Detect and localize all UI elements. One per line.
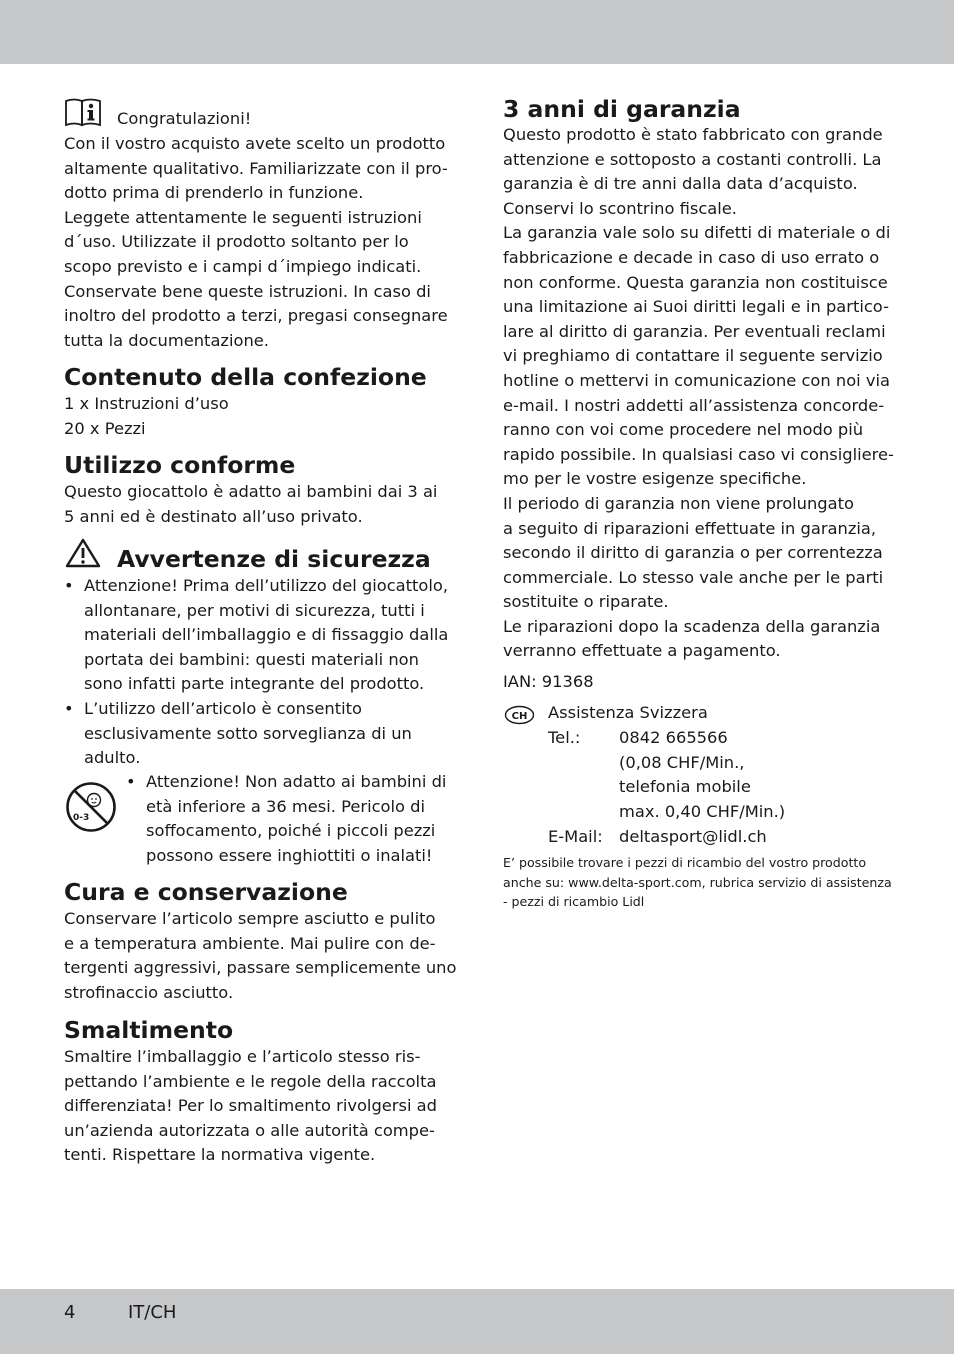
warranty-heading: 3 anni di garanzia xyxy=(503,95,741,123)
warranty-line: Le riparazioni dopo la scadenza della garanzia xyxy=(503,616,881,636)
intro-line: Con il vostro acquisto avete scelto un prodotto xyxy=(64,134,446,153)
warranty-line: e-mail. I nostri addetti all’assistenza concorde- xyxy=(503,395,885,415)
warranty-line: mo per le vostre esigenze specifiche. xyxy=(503,469,807,489)
safety-line: allontanare, per motivi di sicurezza, tutti i xyxy=(84,600,425,620)
safety-line: possono essere inghiottiti o inalati! xyxy=(146,845,433,865)
email-address: deltasport@lidl.ch xyxy=(619,827,767,846)
safety-line: sono infatti parte integrante del prodotto. xyxy=(84,674,425,694)
care-line: Conservare l’articolo sempre asciutto e pulito xyxy=(64,909,436,928)
contents-heading: Contenuto della confezione xyxy=(64,363,427,391)
language-code: IT/CH xyxy=(128,1302,177,1323)
warranty-line: Il periodo di garanzia non viene prolungato xyxy=(503,493,854,513)
safety-bullet-3 xyxy=(126,770,450,868)
warranty-line: Questo prodotto è stato fabbricato con grande xyxy=(503,125,883,144)
ch-badge-text: CH xyxy=(511,711,528,722)
care-line: strofinaccio asciutto. xyxy=(64,982,234,1002)
spare-parts-line: E’ possibile trovare i pezzi di ricambio del vostro prodotto xyxy=(503,855,867,870)
intro-text xyxy=(64,132,448,353)
intro-line: Conservate bene queste istruzioni. In caso di xyxy=(64,281,431,301)
intended-use-line: Questo giocattolo è adatto ai bambini dai 3 ai xyxy=(64,482,438,501)
intro-line: inoltro del prodotto a terzi, pregasi consegnare xyxy=(64,306,448,326)
bullet-dot: • xyxy=(64,699,74,718)
tel-line: (0,08 CHF/Min., xyxy=(619,752,745,772)
warranty-line: hotline o mettervi in comunicazione con noi via xyxy=(503,370,890,390)
warranty-line: lare al diritto di garanzia. Per eventuali reclami xyxy=(503,321,886,341)
disposal-line: un’azienda autorizzata o alle autorità compe- xyxy=(64,1120,435,1140)
intro-line: altamente qualitativo. Familiarizzate con il pro- xyxy=(64,158,448,178)
intro-greeting: Congratulazioni! xyxy=(117,109,252,128)
warranty-line: a seguito di riparazioni effettuate in garanzia, xyxy=(503,518,877,538)
ch-country-badge xyxy=(504,705,535,725)
safety-line: portata dei bambini: questi materiali non xyxy=(84,649,419,669)
service-title: Assistenza Svizzera xyxy=(548,703,708,722)
safety-line: materiali dell’imballaggio e di fissaggio dalla xyxy=(84,625,449,645)
warranty-line: secondo il diritto di garanzia o per correntezza xyxy=(503,543,883,563)
care-heading: Cura e conservazione xyxy=(64,878,348,906)
disposal-line: differenziata! Per lo smaltimento rivolgersi ad xyxy=(64,1096,437,1116)
contents-line: 20 x Pezzi xyxy=(64,418,146,438)
tel-line: telefonia mobile xyxy=(619,777,751,797)
disposal-line: Smaltire l’imballaggio e l’articolo stesso ris- xyxy=(64,1047,421,1066)
safety-bullet-1 xyxy=(64,574,450,697)
warranty-line: commerciale. Lo stesso vale anche per le parti xyxy=(503,567,884,587)
intro-line: scopo previsto e i campi d´impiego indicati. xyxy=(64,256,422,276)
age-icon-label: 0-3 xyxy=(73,813,90,823)
warranty-line: una limitazione ai Suoi diritti legali e in partico- xyxy=(503,297,889,317)
warranty-line: sostituite o riparate. xyxy=(503,592,669,612)
tel-line: 0842 665566 xyxy=(619,728,728,747)
care-line: tergenti aggressivi, passare semplicemente uno xyxy=(64,958,457,978)
email-label: E-Mail: xyxy=(548,827,603,846)
disposal-line: tenti. Rispettare la normativa vigente. xyxy=(64,1145,376,1165)
warranty-line: rapido possibile. In qualsiasi caso vi consigliere- xyxy=(503,444,894,464)
contents-line: 1 x Instruzioni d’uso xyxy=(64,394,229,413)
warranty-line: ranno con voi come procedere nel modo più xyxy=(503,420,864,440)
warranty-text xyxy=(503,123,894,664)
intended-use-heading: Utilizzo conforme xyxy=(64,451,296,479)
spare-parts-line: anche su: www.delta-sport.com, rubrica servizio di assistenza xyxy=(503,874,892,890)
care-line: e a temperatura ambiente. Mai pulire con de- xyxy=(64,933,436,953)
safety-line: Attenzione! Prima dell’utilizzo del giocattolo, xyxy=(84,576,449,595)
care-text xyxy=(64,907,456,1005)
safety-line: soffocamento, poiché i piccoli pezzi xyxy=(146,821,436,841)
bullet-dot: • xyxy=(64,576,74,595)
age-restriction-icon xyxy=(65,781,117,833)
warranty-line: fabbricazione e decade in caso di uso errato o xyxy=(503,247,880,267)
page-number: 4 xyxy=(64,1302,76,1323)
tel-line: max. 0,40 CHF/Min.) xyxy=(619,801,786,821)
warranty-line: Conservi lo scontrino fiscale. xyxy=(503,198,737,218)
safety-line: esclusivamente sotto sorveglianza di un xyxy=(84,723,412,743)
warranty-line: attenzione e sottoposto a costanti controlli. La xyxy=(503,149,882,169)
spare-parts-line: - pezzi di ricambio Lidl xyxy=(503,894,645,909)
warranty-line: La garanzia vale solo su difetti di materiale o di xyxy=(503,223,891,243)
tel-label: Tel.: xyxy=(548,728,581,747)
ian-number: IAN: 91368 xyxy=(503,672,594,691)
disposal-line: pettando l’ambiente e le regole della raccolta xyxy=(64,1071,437,1091)
safety-line: adulto. xyxy=(84,748,141,768)
safety-heading: Avvertenze di sicurezza xyxy=(117,545,431,573)
safety-line: Attenzione! Non adatto ai bambini di xyxy=(146,772,447,791)
intended-use-line: 5 anni ed è destinato all’uso privato. xyxy=(64,506,363,526)
spare-parts-note xyxy=(503,853,892,912)
info-book-icon xyxy=(64,97,102,127)
contents-text xyxy=(64,392,229,441)
safety-line: L’utilizzo dell’articolo è consentito xyxy=(84,699,362,718)
warranty-line: vi preghiamo di contattare il seguente servizio xyxy=(503,346,883,366)
warranty-line: garanzia è di tre anni dalla data d’acquisto. xyxy=(503,174,858,194)
bullet-dot: • xyxy=(126,772,136,791)
intro-line: tutta la documentazione. xyxy=(64,330,269,350)
safety-bullet-2 xyxy=(64,697,450,771)
disposal-heading: Smaltimento xyxy=(64,1016,234,1044)
tel-details xyxy=(619,726,785,824)
intended-use-text xyxy=(64,480,437,529)
intro-line: Leggete attentamente le seguenti istruzioni xyxy=(64,207,422,227)
header-band xyxy=(0,0,954,64)
intro-line: d´uso. Utilizzate il prodotto soltanto per lo xyxy=(64,232,409,252)
disposal-text xyxy=(64,1045,437,1168)
safety-line: età inferiore a 36 mesi. Pericolo di xyxy=(146,796,426,816)
warranty-line: verranno effettuate a pagamento. xyxy=(503,641,781,661)
warranty-line: non conforme. Questa garanzia non costituisce xyxy=(503,272,888,292)
warning-triangle-icon xyxy=(65,538,101,568)
intro-line: dotto prima di prenderlo in funzione. xyxy=(64,183,364,203)
